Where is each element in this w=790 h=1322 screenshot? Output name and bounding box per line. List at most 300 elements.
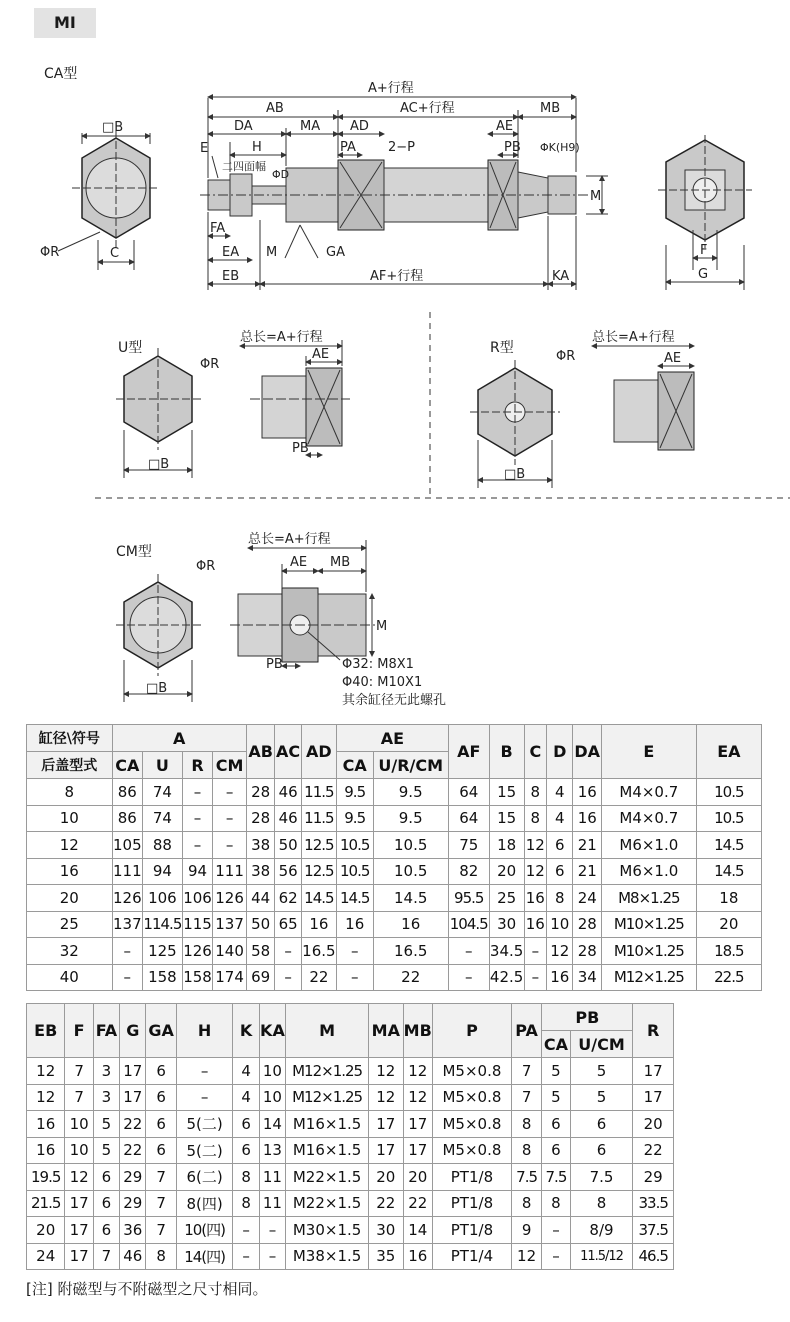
table-cell: 6	[547, 832, 573, 859]
cm-dim-ae: AE	[290, 555, 308, 570]
technical-drawing	[0, 40, 790, 720]
table-cell: 12.5	[301, 832, 336, 859]
table-cell: 5(二)	[176, 1137, 233, 1164]
t2-h-ma: MA	[369, 1004, 403, 1058]
table-cell: 6	[146, 1137, 176, 1164]
table-cell: 24	[27, 1243, 65, 1270]
port-note: 其余缸径无此螺孔	[342, 693, 447, 708]
table-cell: –	[524, 964, 546, 991]
table-cell: 16	[27, 858, 113, 885]
table-cell: 12	[547, 938, 573, 965]
table-cell: –	[233, 1217, 259, 1244]
dim-r: ΦR	[40, 245, 60, 260]
table-cell: 17	[120, 1058, 146, 1085]
dim-h: H	[252, 140, 262, 155]
dim-wrench: 二四面幅	[222, 160, 266, 173]
table-cell: 37.5	[633, 1217, 674, 1244]
table-cell: 17	[65, 1190, 93, 1217]
table-cell: 111	[213, 858, 247, 885]
table-cell: 33.5	[633, 1190, 674, 1217]
table-cell: 3	[93, 1058, 119, 1085]
t2-h-eb: EB	[27, 1004, 65, 1058]
table-cell: 22	[369, 1190, 403, 1217]
table-cell: 10.5	[336, 858, 373, 885]
table-cell: 174	[213, 964, 247, 991]
table-cell: 44	[246, 885, 275, 912]
table-cell: M4×0.7	[601, 805, 696, 832]
table-cell: 69	[246, 964, 275, 991]
table-cell: M10×1.25	[601, 911, 696, 938]
table-cell: 17	[369, 1137, 403, 1164]
dim-ma: MA	[300, 119, 321, 134]
table-cell: –	[182, 805, 213, 832]
table-cell: 4	[233, 1084, 259, 1111]
table-cell: 7	[511, 1058, 541, 1085]
table-cell: 12	[27, 1084, 65, 1111]
table-cell: 12	[403, 1084, 432, 1111]
table-cell: 56	[275, 858, 301, 885]
table-cell: 6	[93, 1164, 119, 1191]
table-cell: 17	[65, 1217, 93, 1244]
table-cell: 158	[143, 964, 183, 991]
cm-dim-mb: MB	[330, 555, 351, 570]
table-cell: 7	[511, 1084, 541, 1111]
table-cell: 6	[542, 1111, 570, 1138]
table-cell: 18	[489, 832, 524, 859]
table-cell: 9.5	[336, 779, 373, 806]
table-cell: 10.5	[373, 832, 448, 859]
table-cell: 22	[403, 1190, 432, 1217]
t2-h-m: M	[286, 1004, 369, 1058]
table-cell: 7	[65, 1058, 93, 1085]
table-cell: M5×0.8	[432, 1084, 511, 1111]
table-cell: 14.5	[696, 832, 761, 859]
table-cell: 14.5	[301, 885, 336, 912]
table-cell: 95.5	[448, 885, 489, 912]
table-cell: 7	[146, 1190, 176, 1217]
t1-h-ae-urcm: U/R/CM	[373, 752, 448, 779]
table-cell: 10	[65, 1137, 93, 1164]
table-cell: –	[275, 938, 301, 965]
table-row	[27, 885, 762, 912]
table-cell: 21	[573, 858, 602, 885]
t1-h-ae-ca: CA	[336, 752, 373, 779]
t1-h-ad: AD	[301, 725, 336, 779]
table-row	[27, 1190, 674, 1217]
table-cell: 12	[65, 1164, 93, 1191]
table-cell: 14	[403, 1217, 432, 1244]
table-cell: –	[213, 779, 247, 806]
table-cell: 28	[246, 805, 275, 832]
table-cell: –	[542, 1217, 570, 1244]
u-dim-pb: PB	[292, 441, 309, 456]
table-cell: 30	[369, 1217, 403, 1244]
table-cell: –	[259, 1217, 285, 1244]
dim-ka: KA	[552, 269, 570, 284]
t1-h-b: B	[489, 725, 524, 779]
table-cell: 7	[146, 1217, 176, 1244]
t1-h-a-r: R	[182, 752, 213, 779]
table-cell: –	[542, 1243, 570, 1270]
table-cell: 16	[547, 964, 573, 991]
table-cell: 17	[633, 1084, 674, 1111]
table-cell: 12	[369, 1058, 403, 1085]
table-cell: 16.5	[373, 938, 448, 965]
t1-h-af: AF	[448, 725, 489, 779]
table-cell: 4	[547, 779, 573, 806]
table-cell: 10	[259, 1058, 285, 1085]
table-cell: 29	[120, 1164, 146, 1191]
cm-dim-total: 总长=A+行程	[248, 532, 331, 547]
table-cell: M30×1.5	[286, 1217, 369, 1244]
table-cell: 34	[573, 964, 602, 991]
dim-ae: AE	[496, 119, 514, 134]
table-cell: 46	[120, 1243, 146, 1270]
dim-f: F	[700, 243, 708, 258]
table-row	[27, 1111, 674, 1138]
cm-dim-m: M	[376, 619, 388, 634]
r-type-label: R型	[490, 340, 514, 356]
table-cell: 14(四)	[176, 1243, 233, 1270]
table-cell: M22×1.5	[286, 1164, 369, 1191]
table-cell: 8	[547, 885, 573, 912]
table-cell: 104.5	[448, 911, 489, 938]
dim-eb: EB	[222, 269, 240, 284]
table-cell: 86	[112, 805, 143, 832]
dim-mb: MB	[540, 101, 561, 116]
table-cell: 8	[27, 779, 113, 806]
table-cell: 158	[182, 964, 213, 991]
table-cell: 7.5	[570, 1164, 633, 1191]
table-cell: M8×1.25	[601, 885, 696, 912]
table-cell: 18.5	[696, 938, 761, 965]
port-40: Φ40: M10X1	[342, 675, 423, 690]
table-cell: 62	[275, 885, 301, 912]
dim-2p: 2−P	[388, 140, 416, 155]
table-cell: 20	[369, 1164, 403, 1191]
dim-phik: ΦK(H9)	[540, 141, 580, 154]
table-cell: 6	[233, 1137, 259, 1164]
table-cell: –	[448, 964, 489, 991]
table-cell: 17	[65, 1243, 93, 1270]
dim-ab: AB	[266, 101, 284, 116]
table-cell: 12	[403, 1058, 432, 1085]
page-title: MI	[34, 8, 96, 38]
table-cell: 17	[403, 1111, 432, 1138]
table-cell: 12.5	[301, 858, 336, 885]
table-cell: 8	[524, 779, 546, 806]
t1-h-ab: AB	[246, 725, 275, 779]
r-dim-total: 总长=A+行程	[592, 330, 675, 345]
dim-m: M	[266, 245, 278, 260]
table-cell: 9	[511, 1217, 541, 1244]
dim-a: A+行程	[368, 81, 414, 96]
table-cell: 7	[146, 1164, 176, 1191]
table-cell: 6	[542, 1137, 570, 1164]
table-cell: 111	[112, 858, 143, 885]
table-cell: 94	[143, 858, 183, 885]
table-cell: M12×1.25	[286, 1084, 369, 1111]
table-cell: 10	[547, 911, 573, 938]
table-cell: 10.5	[696, 805, 761, 832]
table-row	[27, 1164, 674, 1191]
table-cell: 20	[27, 1217, 65, 1244]
table-cell: 16	[524, 911, 546, 938]
table-row	[27, 858, 762, 885]
table-cell: 6	[233, 1111, 259, 1138]
table-cell: 106	[143, 885, 183, 912]
table-cell: 12	[27, 832, 113, 859]
t1-h-da: DA	[573, 725, 602, 779]
dim-m-rear: M	[590, 189, 602, 204]
table-cell: M12×1.25	[601, 964, 696, 991]
table-cell: 8	[524, 805, 546, 832]
table-cell: 16	[524, 885, 546, 912]
table-cell: 6	[146, 1111, 176, 1138]
table-cell: 6	[570, 1111, 633, 1138]
table-cell: 20	[633, 1111, 674, 1138]
table-cell: –	[182, 832, 213, 859]
table-cell: 74	[143, 779, 183, 806]
dim-e: E	[200, 141, 209, 156]
table-cell: 5	[542, 1084, 570, 1111]
table-cell: 10	[27, 805, 113, 832]
table-cell: 10.5	[373, 858, 448, 885]
table-row	[27, 938, 762, 965]
table-cell: 14.5	[336, 885, 373, 912]
table-cell: 6	[93, 1217, 119, 1244]
t2-h-fa: FA	[93, 1004, 119, 1058]
table-cell: 8	[233, 1164, 259, 1191]
table-cell: 10.5	[336, 832, 373, 859]
t2-h-pb-ca: CA	[542, 1031, 570, 1058]
table-cell: 35	[369, 1243, 403, 1270]
t1-h-cover: 后盖型式	[27, 752, 113, 779]
table-row	[27, 1137, 674, 1164]
table-cell: 17	[403, 1137, 432, 1164]
table-cell: 9.5	[373, 779, 448, 806]
table-cell: 6(二)	[176, 1164, 233, 1191]
dim-fa: FA	[210, 221, 226, 236]
table-cell: 29	[120, 1190, 146, 1217]
table-cell: 114.5	[143, 911, 183, 938]
table-cell: 7	[65, 1084, 93, 1111]
table-cell: 20	[489, 858, 524, 885]
table-cell: 88	[143, 832, 183, 859]
table-row	[27, 1217, 674, 1244]
table-cell: 30	[489, 911, 524, 938]
table-cell: 74	[143, 805, 183, 832]
table-cell: –	[176, 1084, 233, 1111]
table-row	[27, 1058, 674, 1085]
footnote: [注] 附磁型与不附磁型之尺寸相同。	[26, 1280, 268, 1298]
t1-h-a-u: U	[143, 752, 183, 779]
t2-h-f: F	[65, 1004, 93, 1058]
table-row	[27, 911, 762, 938]
table-cell: –	[233, 1243, 259, 1270]
table-cell: 126	[182, 938, 213, 965]
table-cell: 34.5	[489, 938, 524, 965]
table-cell: 75	[448, 832, 489, 859]
table-cell: 7	[93, 1243, 119, 1270]
table-cell: –	[275, 964, 301, 991]
table-cell: 24	[573, 885, 602, 912]
table-cell: 6	[146, 1084, 176, 1111]
t1-h-e: E	[601, 725, 696, 779]
table-cell: PT1/8	[432, 1164, 511, 1191]
table-cell: 25	[27, 911, 113, 938]
table-cell: 8	[233, 1190, 259, 1217]
t1-h-ac: AC	[275, 725, 301, 779]
cm-dim-b: □B	[146, 681, 168, 696]
table-cell: 19.5	[27, 1164, 65, 1191]
table-cell: 22	[633, 1137, 674, 1164]
dim-ad: AD	[350, 119, 369, 134]
table-cell: 140	[213, 938, 247, 965]
table-cell: 14.5	[373, 885, 448, 912]
table-cell: 5	[570, 1084, 633, 1111]
t1-h-c: C	[524, 725, 546, 779]
table-cell: 7.5	[542, 1164, 570, 1191]
cm-dim-pb: PB	[266, 657, 283, 672]
table-cell: 22	[373, 964, 448, 991]
t2-h-g: G	[120, 1004, 146, 1058]
table-cell: 38	[246, 832, 275, 859]
table-cell: M16×1.5	[286, 1137, 369, 1164]
table-cell: –	[112, 964, 143, 991]
table-cell: 46	[275, 779, 301, 806]
t1-h-a-cm: CM	[213, 752, 247, 779]
table-cell: 86	[112, 779, 143, 806]
u-type-label: U型	[118, 340, 143, 356]
r-dim-b: □B	[504, 467, 526, 482]
table-row	[27, 832, 762, 859]
table-cell: 8	[511, 1137, 541, 1164]
table-cell: 17	[369, 1111, 403, 1138]
table-cell: 11.5	[301, 779, 336, 806]
table-cell: 16	[336, 911, 373, 938]
table-cell: 64	[448, 805, 489, 832]
table-cell: –	[213, 805, 247, 832]
table-cell: 28	[573, 938, 602, 965]
table-cell: 13	[259, 1137, 285, 1164]
r-dim-r: ΦR	[556, 349, 576, 364]
table-cell: 18	[696, 885, 761, 912]
table-cell: 12	[511, 1243, 541, 1270]
table-cell: –	[176, 1058, 233, 1085]
u-dim-total: 总长=A+行程	[240, 330, 323, 345]
table-cell: –	[336, 938, 373, 965]
t1-h-d: D	[547, 725, 573, 779]
t2-h-pb-ucm: U/CM	[570, 1031, 633, 1058]
table-cell: 21	[573, 832, 602, 859]
t2-h-h: H	[176, 1004, 233, 1058]
table-cell: M22×1.5	[286, 1190, 369, 1217]
table-cell: 14	[259, 1111, 285, 1138]
table-cell: 126	[112, 885, 143, 912]
table-cell: M5×0.8	[432, 1137, 511, 1164]
table-cell: 28	[573, 911, 602, 938]
table-cell: 11	[259, 1164, 285, 1191]
table-cell: 6	[570, 1137, 633, 1164]
table-cell: 15	[489, 779, 524, 806]
table-cell: 10	[259, 1084, 285, 1111]
table-cell: 22.5	[696, 964, 761, 991]
table-cell: 38	[246, 858, 275, 885]
table-cell: –	[112, 938, 143, 965]
table-cell: 46	[275, 805, 301, 832]
table-cell: 16	[403, 1243, 432, 1270]
table-cell: 17	[633, 1058, 674, 1085]
table-cell: 3	[93, 1084, 119, 1111]
dim-g: G	[698, 267, 709, 282]
dim-da: DA	[234, 119, 253, 134]
table-cell: 40	[27, 964, 113, 991]
spec-table-1	[26, 724, 762, 991]
table-cell: 29	[633, 1164, 674, 1191]
table-cell: 28	[246, 779, 275, 806]
table-cell: 12	[369, 1084, 403, 1111]
table-cell: 8	[570, 1190, 633, 1217]
table-cell: 8	[511, 1190, 541, 1217]
dim-phid: ΦD	[272, 168, 290, 181]
table-row	[27, 805, 762, 832]
t1-h-a-ca: CA	[112, 752, 143, 779]
table-cell: PT1/8	[432, 1217, 511, 1244]
u-dim-b: □B	[148, 457, 170, 472]
table-cell: 5(二)	[176, 1111, 233, 1138]
table-cell: 25	[489, 885, 524, 912]
table-cell: 11.5	[301, 805, 336, 832]
cm-dim-r: ΦR	[196, 559, 216, 574]
table-cell: M6×1.0	[601, 858, 696, 885]
table-cell: 12	[524, 832, 546, 859]
table-cell: M5×0.8	[432, 1111, 511, 1138]
dim-b: □B	[102, 120, 124, 135]
table-cell: 22	[120, 1111, 146, 1138]
dim-ac: AC+行程	[400, 101, 455, 116]
spec-table-2	[26, 1003, 674, 1270]
table-cell: 106	[182, 885, 213, 912]
t1-h-bore: 缸径\符号	[27, 725, 113, 752]
dim-c: C	[110, 246, 120, 261]
table-cell: 4	[547, 805, 573, 832]
t1-h-a: A	[112, 725, 246, 752]
table-cell: 50	[275, 832, 301, 859]
r-dim-ae: AE	[664, 351, 682, 366]
t2-h-pa: PA	[511, 1004, 541, 1058]
table-cell: 12	[27, 1058, 65, 1085]
dim-pa: PA	[340, 140, 356, 155]
table-row	[27, 779, 762, 806]
table-cell: M38×1.5	[286, 1243, 369, 1270]
table-cell: 8/9	[570, 1217, 633, 1244]
table-cell: 58	[246, 938, 275, 965]
table-cell: 22	[301, 964, 336, 991]
table-cell: 15	[489, 805, 524, 832]
table-cell: 16	[573, 805, 602, 832]
table-cell: 21.5	[27, 1190, 65, 1217]
u-dim-ae: AE	[312, 347, 330, 362]
table-cell: 105	[112, 832, 143, 859]
table-cell: 5	[542, 1058, 570, 1085]
table-cell: M16×1.5	[286, 1111, 369, 1138]
table-cell: 14.5	[696, 858, 761, 885]
table-cell: 16.5	[301, 938, 336, 965]
table-cell: 10	[65, 1111, 93, 1138]
table-cell: –	[448, 938, 489, 965]
table-cell: 50	[246, 911, 275, 938]
